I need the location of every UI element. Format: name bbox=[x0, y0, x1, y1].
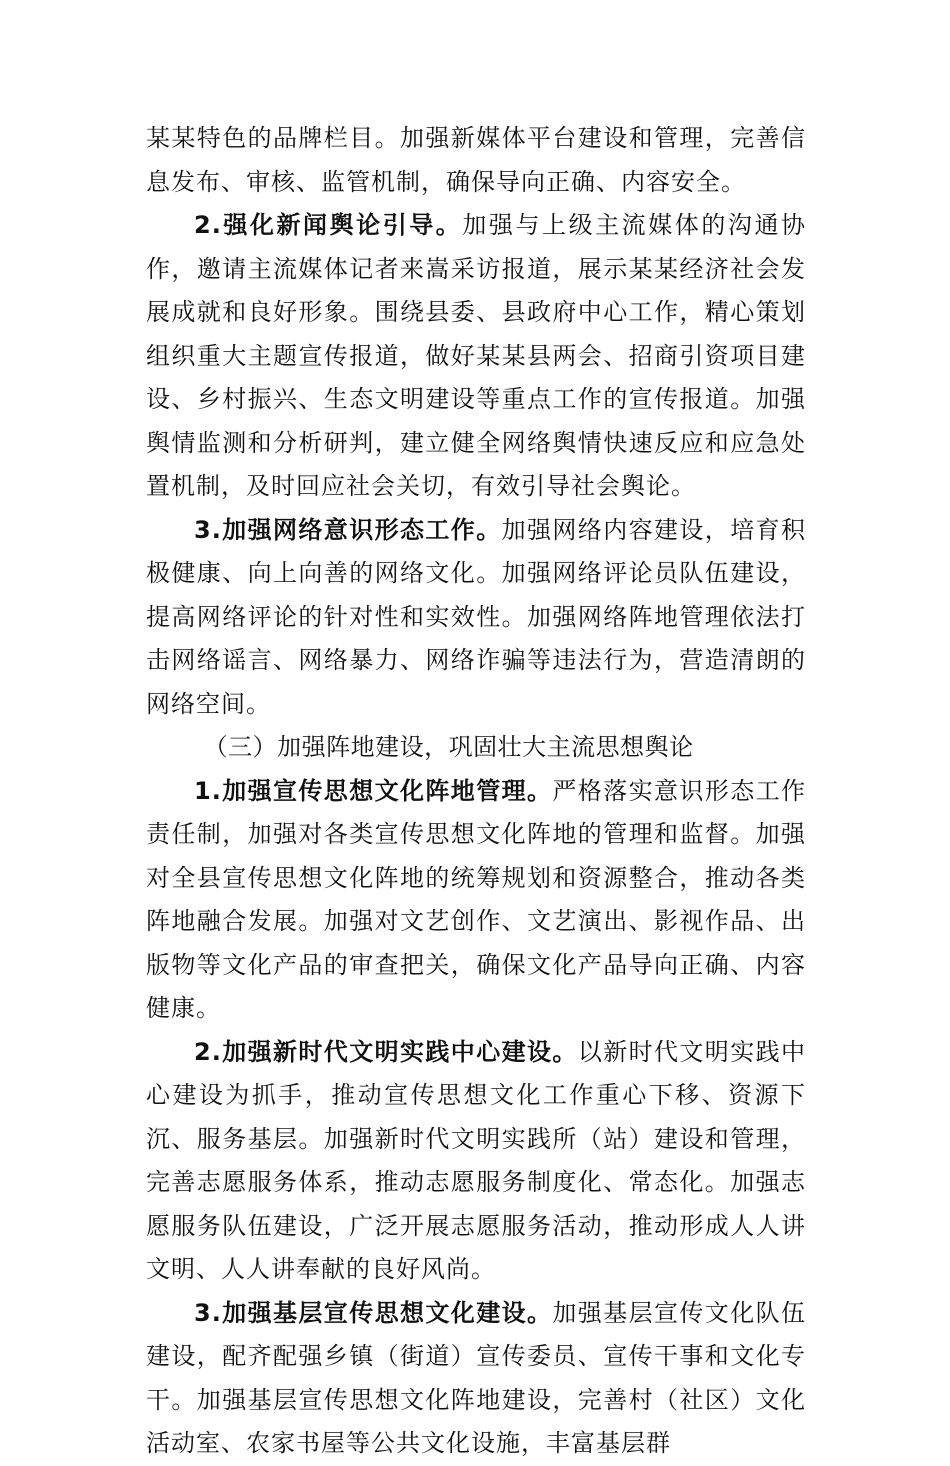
item-civilization-center bbox=[146, 1031, 806, 1292]
item-heading: 2.强化新闻舆论引导。 bbox=[194, 211, 463, 239]
item-body: 加强基层宣传文化队伍建设，配齐配强乡镇（街道）宣传委员、宣传干事和文化专干。加强基层宣传思想文化阵地建设，完善村（社区）文化活动室、农家书屋等公共文化设施，丰富基层群 bbox=[146, 1298, 806, 1457]
item-network-ideology bbox=[146, 509, 806, 727]
item-body: 以新时代文明实践中心建设为抓手，推动宣传思想文化工作重心下移、资源下沉、服务基层。加强新时代文明实践所（站）建设和管理，完善志愿服务体系，推动志愿服务制度化、常态化。加强志愿服务队伍建设，广泛开展志愿服务活动，推动形成人人讲文明、人人讲奉献的良好风尚。 bbox=[146, 1037, 807, 1283]
item-heading: 3.加强网络意识形态工作。 bbox=[194, 515, 502, 544]
paragraph-continuation: 某某特色的品牌栏目。加强新媒体平台建设和管理，完善信息发布、审核、监管机制，确保导向正确、内容安全。 bbox=[146, 124, 806, 196]
item-news-guidance bbox=[146, 204, 806, 509]
item-body: 加强与上级主流媒体的沟通协作，邀请主流媒体记者来嵩采访报道，展示某某经济社会发展成就和良好形象。围绕县委、县政府中心工作，精心策划组织重大主题宣传报道，做好某某县两会、招商引资项目建设、乡村振兴、生态文明建设等重点工作的宣传报道。加强舆情监测和分析研判，建立健全网络舆情快速反应和应急处置机制，及时回应社会关切，有效引导社会舆论。 bbox=[146, 211, 806, 500]
item-grassroots-culture bbox=[146, 1292, 806, 1466]
section-title: （三）加强阵地建设，巩固壮大主流思想舆论 bbox=[203, 733, 694, 761]
item-heading: 3.加强基层宣传思想文化建设。 bbox=[194, 1298, 553, 1327]
item-heading: 1.加强宣传思想文化阵地管理。 bbox=[194, 776, 553, 805]
item-position-management bbox=[146, 770, 806, 1031]
document-page bbox=[146, 117, 806, 1466]
item-body: 加强网络内容建设，培育积极健康、向上向善的网络文化。加强网络评论员队伍建设，提高网络评论的针对性和实效性。加强网络阵地管理依法打击网络谣言、网络暴力、网络诈骗等违法行为，营造清朗的网络空间。 bbox=[146, 515, 806, 718]
item-heading: 2.加强新时代文明实践中心建设。 bbox=[194, 1037, 578, 1066]
item-body: 严格落实意识形态工作责任制，加强对各类宣传思想文化阵地的管理和监督。加强对全县宣传思想文化阵地的统筹规划和资源整合，推动各类阵地融合发展。加强对文艺创作、文艺演出、影视作品、出版物等文化产品的审查把关，确保文化产品导向正确、内容健康。 bbox=[146, 776, 806, 1022]
